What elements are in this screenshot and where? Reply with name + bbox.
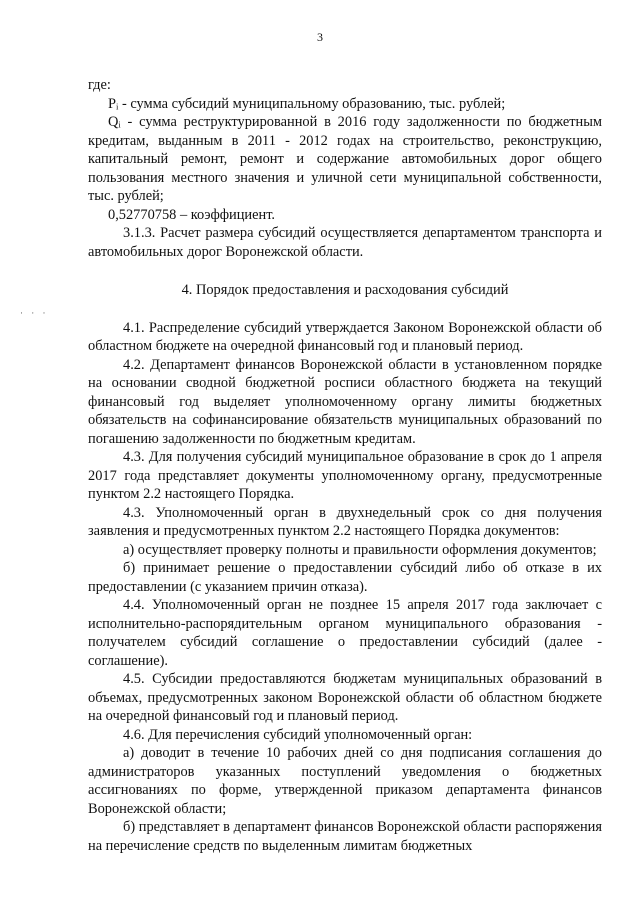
paragraph-item-b: б) принимает решение о предоставлении субсидий либо об отказе в их предоставлении (с указанием причин отказа). xyxy=(88,560,602,595)
paragraph-4-6-a: а) доводит в течение 10 рабочих дней со дня подписания соглашения до администраторов указанных поступлений уведомления о бюджетных ассигнованиях по форме, утвержденной приказом департамента финансов Воронежской области; xyxy=(88,745,602,817)
paragraph-coefficient: 0,52770758 – коэффициент. xyxy=(108,206,276,223)
paragraph-4-6: 4.6. Для перечисления субсидий уполномоченный орган: xyxy=(123,726,473,743)
page-number: 3 xyxy=(317,30,323,44)
paragraph-item-a: а) осуществляет проверку полноты и правильности оформления документов; xyxy=(123,541,597,558)
paragraph-4-4: 4.4. Уполномоченный орган не позднее 15 апреля 2017 года заключает с исполнительно-распорядительным органом муниципального образования - получателем субсидий соглашение о предоставлении субсидий (далее - соглашение). xyxy=(88,597,602,669)
paragraph-p-definition: Pᵢ - сумма субсидий муниципальному образованию, тыс. рублей; xyxy=(108,95,506,112)
paragraph-q-definition: Qᵢ - сумма реструктурированной в 2016 году задолженности по бюджетным кредитам, выданным в 2011 - 2012 годах на строительство, реконструкцию, капитальный ремонт, ремонт и содержание автомобильных дорог общего пользования местного значения и уличной сети муниципальной собственности, тыс. рублей; xyxy=(88,114,602,204)
paragraph-4-6-b: б) представляет в департамент финансов Воронежской области распоряжения на перечисление средств по выделенным лимитам бюджетных xyxy=(88,819,602,854)
section-heading: 4. Порядок предоставления и расходования субсидий xyxy=(181,282,509,298)
margin-mark: · · · xyxy=(20,308,49,318)
paragraph-4-3-a: 4.3. Для получения субсидий муниципальное образование в срок до 1 апреля 2017 года представляет документы уполномоченному органу, предусмотренные пунктом 2.2 настоящего Порядка. xyxy=(88,449,602,502)
paragraph-4-3-b: 4.3. Уполномоченный орган в двухнедельный срок со дня получения заявления и предусмотренных пунктом 2.2 настоящего Порядка документов: xyxy=(88,504,602,539)
paragraph-4-2: 4.2. Департамент финансов Воронежской области в установленном порядке на основании сводной бюджетной росписи областного бюджета на текущий финансовый год выделяет уполномоченному органу лимиты бюджетных обязательств на софинансирование обязательств муниципальных образований по погашению задолженности по бюджетным кредитам. xyxy=(88,356,602,447)
document-body xyxy=(88,76,602,855)
paragraph-3-1-3: 3.1.3. Расчет размера субсидий осуществляется департаментом транспорта и автомобильных дорог Воронежской области. xyxy=(88,225,602,260)
paragraph-4-5: 4.5. Субсидии предоставляются бюджетам муниципальных образований в объемах, предусмотренных законом Воронежской области об областном бюджете на очередной финансовый год и плановый период. xyxy=(88,671,602,724)
paragraph-where: где: xyxy=(88,77,111,93)
paragraph-4-1: 4.1. Распределение субсидий утверждается Законом Воронежской области об областном бюджете на очередной финансовый год и плановый период. xyxy=(88,319,602,354)
